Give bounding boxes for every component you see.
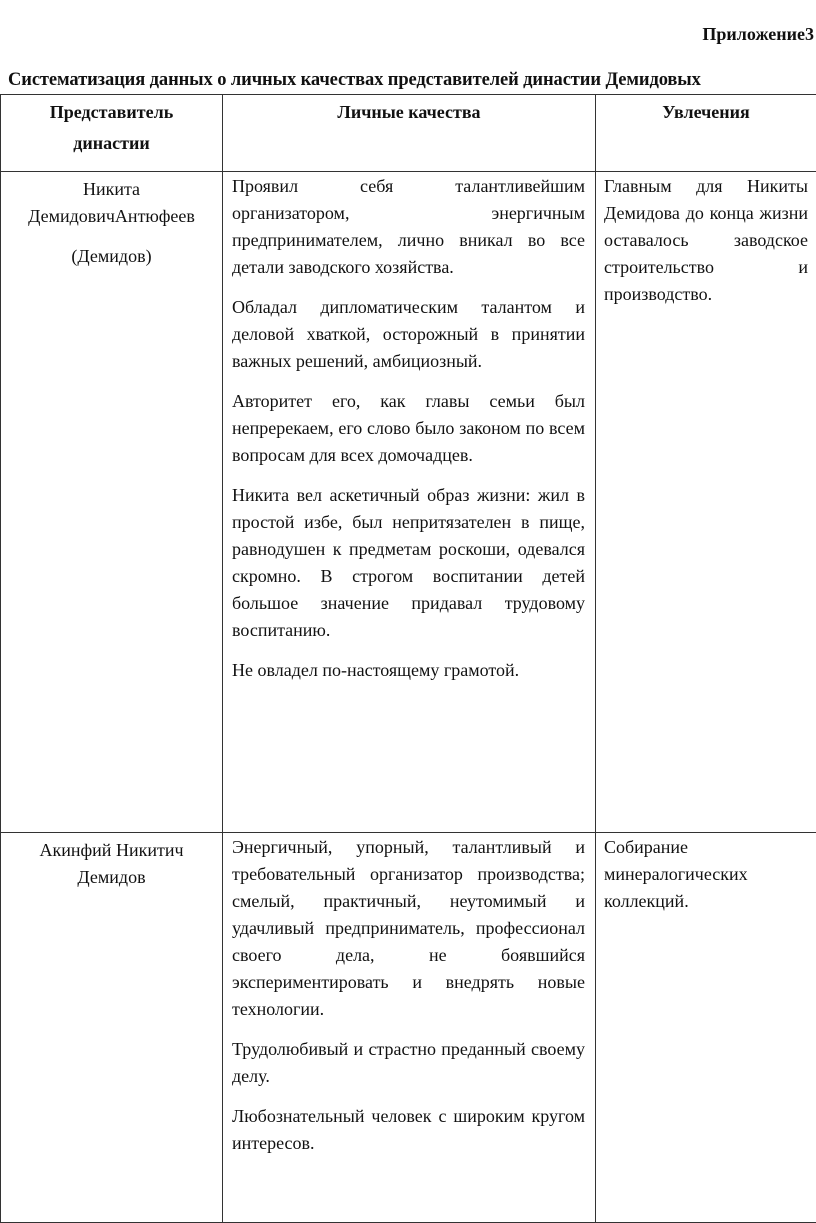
representative-name-line3: (Демидов) bbox=[9, 243, 214, 270]
table-row bbox=[1, 833, 816, 1223]
quality-paragraph: Проявил себя талантливейшим организатором, энергичным предпринимателем, лично вникал во все детали заводского хозяйства. bbox=[232, 173, 585, 281]
header-representative-line2: династии bbox=[73, 133, 149, 153]
demidov-qualities-table bbox=[0, 94, 816, 1223]
table-header-row bbox=[1, 95, 816, 172]
appendix-label: Приложение3 bbox=[702, 24, 814, 45]
representative-cell bbox=[1, 833, 223, 1223]
hobby-text: Собирание минералогических коллекций. bbox=[604, 834, 808, 915]
representative-name-line2: Демидов bbox=[9, 864, 214, 891]
header-representative-line1: Представитель bbox=[50, 102, 173, 122]
quality-paragraph: Трудолюбивый и страстно преданный своему делу. bbox=[232, 1036, 585, 1090]
representative-name-line2: ДемидовичАнтюфеев bbox=[9, 203, 214, 230]
quality-paragraph: Обладал дипломатическим талантом и деловой хваткой, осторожный в принятии важных решений, амбициозный. bbox=[232, 294, 585, 375]
quality-paragraph: Энергичный, упорный, талантливый и требовательный организатор производства; смелый, практичный, неутомимый и удачливый предприниматель, профессионал своего дела, не боявшийся экспериментировать и внедрять новые технологии. bbox=[232, 834, 585, 1023]
document-title: Систематизация данных о личных качествах представителей династии Демидовых bbox=[8, 70, 814, 91]
representative-name-line1: Никита bbox=[9, 176, 214, 203]
header-representative bbox=[1, 95, 223, 172]
quality-paragraph: Никита вел аскетичный образ жизни: жил в простой избе, был непритязателен в пище, равнодушен к предметам роскоши, одевался скромно. В строгом воспитании детей большое значение придавал трудовому воспитанию. bbox=[232, 482, 585, 644]
representative-cell bbox=[1, 172, 223, 833]
qualities-cell bbox=[223, 833, 596, 1223]
representative-name-line1: Акинфий Никитич bbox=[9, 837, 214, 864]
table-row bbox=[1, 172, 816, 833]
hobbies-cell bbox=[596, 172, 816, 833]
quality-paragraph: Авторитет его, как главы семьи был непререкаем, его слово было законом по всем вопросам для всех домочадцев. bbox=[232, 388, 585, 469]
hobby-text: Главным для Никиты Демидова до конца жизни оставалось заводское строительство и производство. bbox=[604, 173, 808, 308]
header-hobbies: Увлечения bbox=[596, 95, 816, 172]
quality-paragraph: Любознательный человек с широким кругом интересов. bbox=[232, 1103, 585, 1157]
qualities-cell bbox=[223, 172, 596, 833]
quality-paragraph: Не овладел по-настоящему грамотой. bbox=[232, 657, 585, 684]
hobbies-cell bbox=[596, 833, 816, 1223]
header-qualities: Личные качества bbox=[223, 95, 596, 172]
